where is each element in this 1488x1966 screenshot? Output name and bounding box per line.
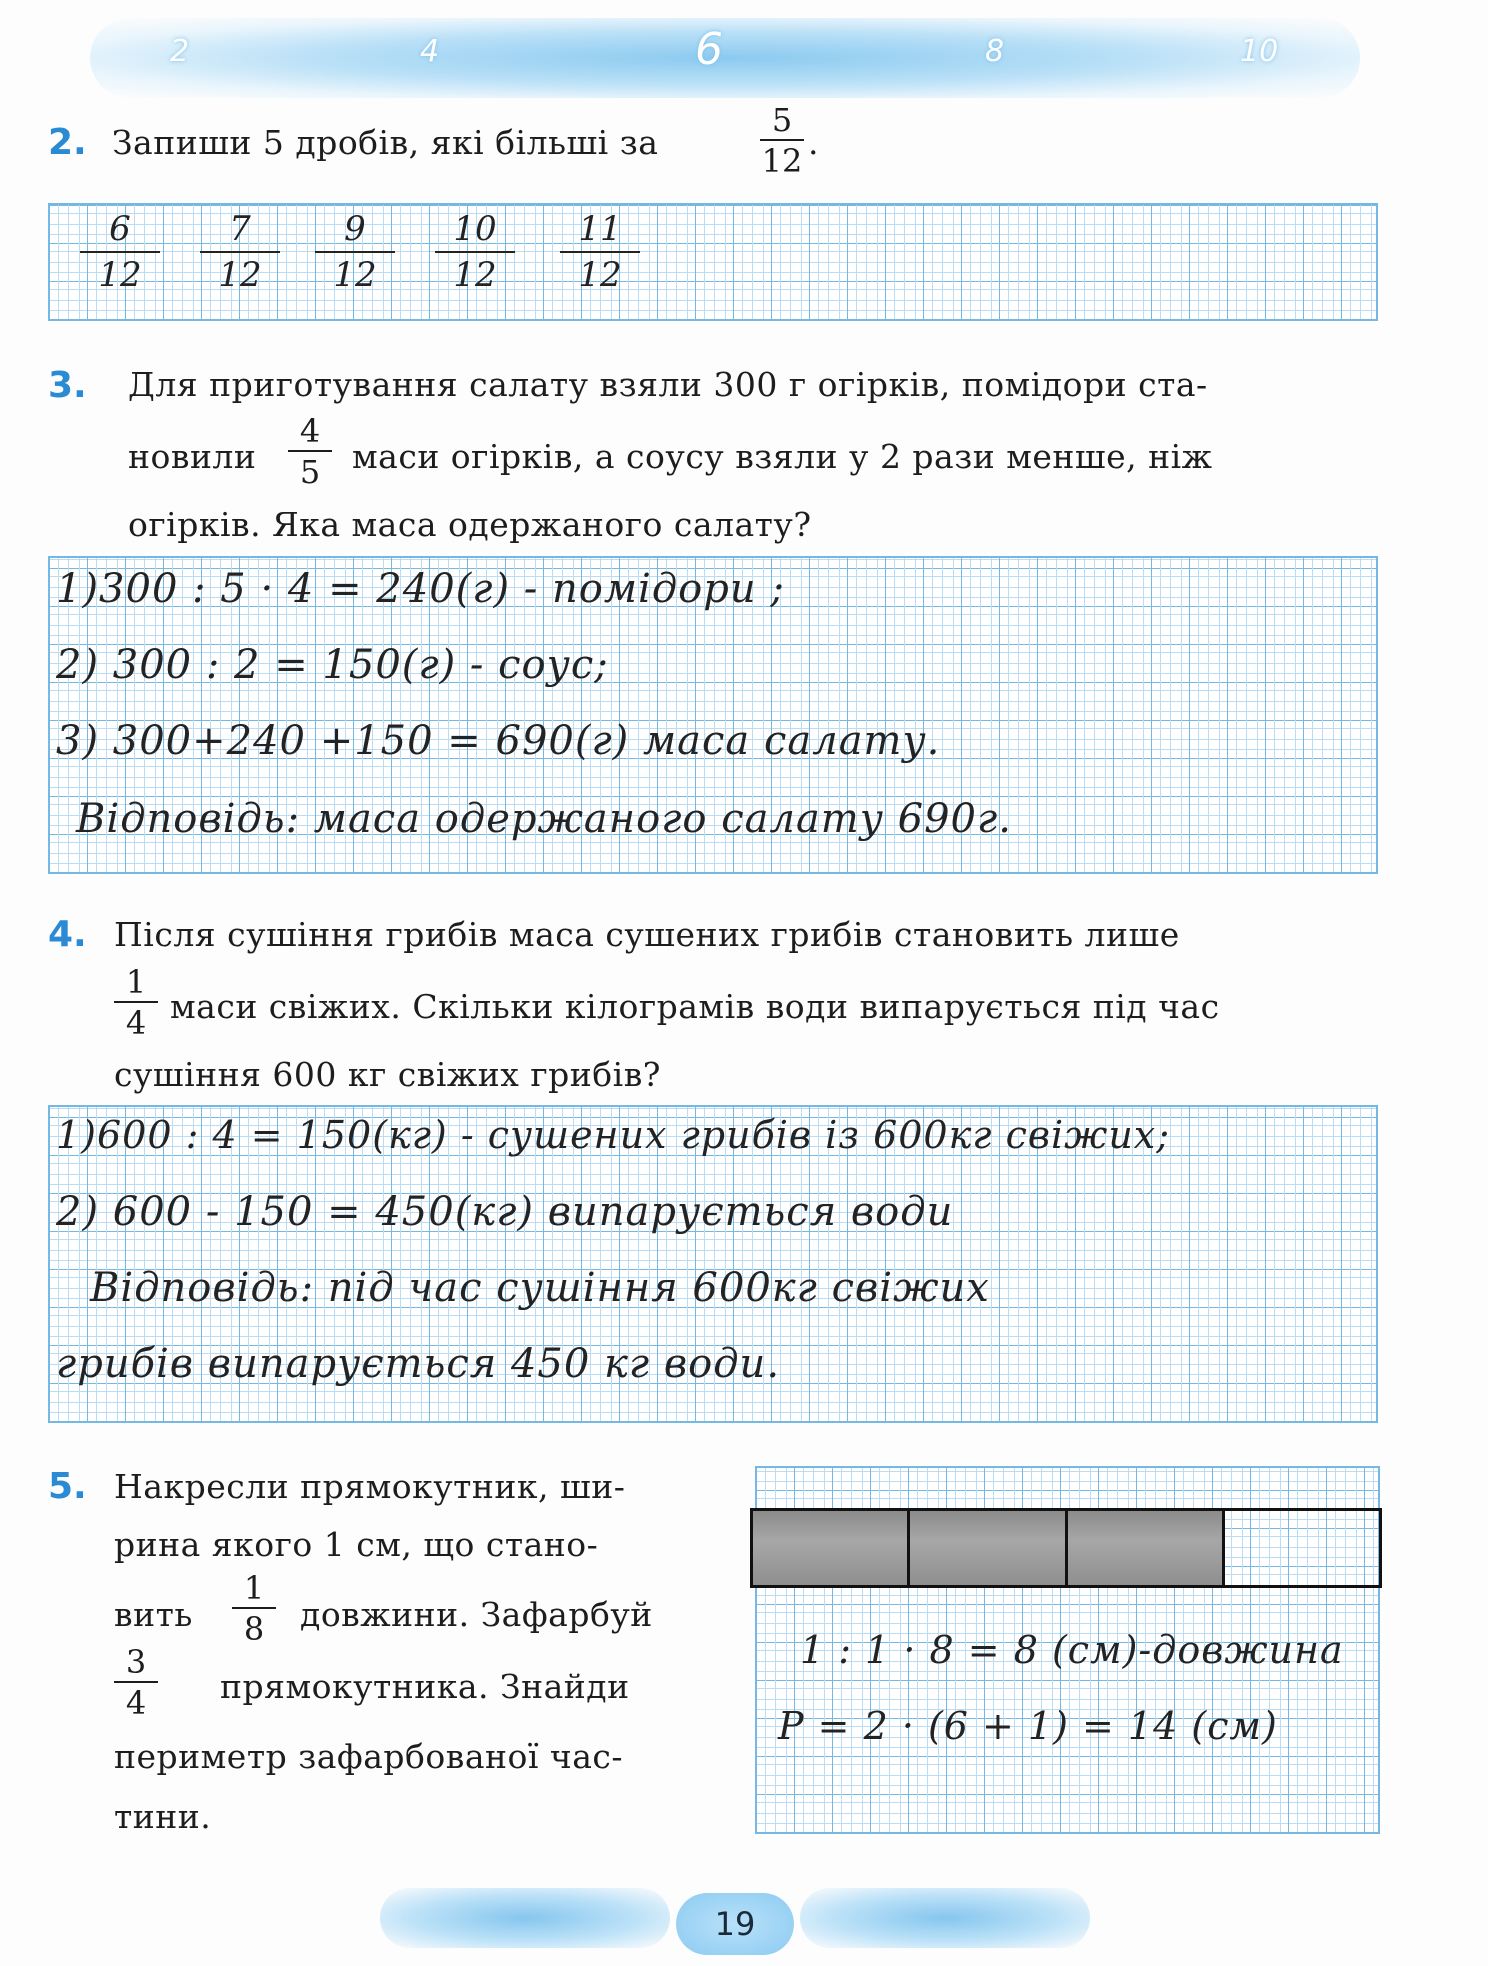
fraction-bar — [560, 251, 640, 253]
task-3-line-2-start: новили — [128, 437, 257, 476]
fraction-bar — [114, 1001, 158, 1003]
ribbon-number: 2 — [170, 34, 190, 69]
footer-ribbon-left — [380, 1888, 670, 1948]
fraction-denominator: 12 — [453, 255, 497, 295]
fraction-denominator: 8 — [243, 1610, 265, 1648]
answer-fraction — [80, 209, 160, 295]
task-3-solution-grid — [48, 556, 1378, 874]
fraction-bar — [435, 251, 515, 253]
fraction-denominator: 12 — [218, 255, 262, 295]
solution-answer-line-2: грибів випарується 450 кг води. — [56, 1341, 781, 1387]
task-5-line-5: периметр зафарбованої час- — [114, 1737, 624, 1776]
task-5-fraction-2 — [114, 1643, 158, 1722]
ribbon-number: 6 — [695, 24, 723, 75]
solution-line: 2) 300 : 2 = 150(г) - соус; — [56, 642, 609, 688]
fraction-denominator: 12 — [98, 255, 142, 295]
fraction-numerator: 1 — [243, 1569, 265, 1607]
task-4-line-3: сушіння 600 кг свіжих грибів? — [114, 1055, 661, 1094]
footer-ribbon-right — [800, 1888, 1090, 1948]
ribbon-number: 10 — [1240, 34, 1279, 69]
rectangle-part-shaded — [910, 1511, 1067, 1585]
answer-fraction — [560, 209, 640, 295]
task-3-number: 3. — [48, 365, 87, 406]
task-3-line-3: огірків. Яка маса одержаного салату? — [128, 505, 812, 544]
task-5-line-3-end: довжини. Зафарбуй — [300, 1595, 653, 1634]
fraction-numerator: 9 — [344, 209, 366, 249]
task-3-line-2-end: маси огірків, а соусу взяли у 2 рази менше, ніж — [352, 437, 1213, 476]
fraction-numerator: 6 — [109, 209, 131, 249]
fraction-bar — [114, 1681, 158, 1683]
solution-line: 1)600 : 4 = 150(кг) - сушених грибів із 600кг свіжих; — [56, 1113, 1171, 1157]
fraction-bar — [232, 1607, 276, 1609]
fraction-bar — [80, 251, 160, 253]
fraction-numerator: 10 — [453, 209, 497, 249]
fraction-denominator: 12 — [333, 255, 377, 295]
task-4-number: 4. — [48, 914, 87, 955]
fraction-numerator: 7 — [229, 209, 251, 249]
ribbon-number: 8 — [985, 34, 1005, 69]
rectangle-part-shaded — [753, 1511, 910, 1585]
task-2-number: 2. — [48, 122, 87, 163]
fraction-denominator: 12 — [578, 255, 622, 295]
answer-fraction — [200, 209, 280, 295]
task-4-line-1: Після сушіння грибів маса сушених грибів становить лише — [114, 915, 1180, 954]
fraction-numerator: 4 — [299, 412, 321, 450]
fraction-denominator: 4 — [125, 1684, 147, 1722]
task-2-end: . — [808, 123, 819, 162]
task-4-solution-grid — [48, 1105, 1378, 1423]
task-2-answer-grid — [48, 203, 1378, 321]
task-3-fraction — [288, 412, 332, 491]
task-5-line-3-start: вить — [114, 1595, 193, 1634]
answer-fraction — [315, 209, 395, 295]
fraction-bar — [760, 139, 804, 141]
task-5-fraction-1 — [232, 1569, 276, 1648]
rectangle-part-unshaded — [1225, 1511, 1379, 1585]
fraction-numerator: 5 — [771, 101, 793, 139]
solution-line: 3) 300+240 +150 = 690(г) маса салату. — [56, 718, 941, 764]
task-4-line-2: маси свіжих. Скільки кілограмів води випарується під час — [170, 987, 1220, 1026]
solution-line: 1)300 : 5 · 4 = 240(г) - помідори ; — [56, 566, 785, 612]
solution-line: 2) 600 - 150 = 450(кг) випарується води — [56, 1189, 954, 1235]
fraction-denominator: 5 — [299, 453, 321, 491]
solution-answer: Відповідь: маса одержаного салату 690г. — [76, 796, 1012, 842]
task-3-line-1: Для приготування салату взяли 300 г огірків, помідори ста- — [128, 365, 1208, 404]
header-ribbon — [90, 18, 1360, 98]
fraction-numerator: 11 — [578, 209, 622, 249]
shaded-rectangle — [750, 1508, 1382, 1588]
task-5-line-4-end: прямокутника. Знайди — [220, 1667, 630, 1706]
task-5-line-6: тини. — [114, 1797, 212, 1836]
fraction-bar — [315, 251, 395, 253]
task-5-solution-line-1: 1 : 1 · 8 = 8 (см)-довжина — [800, 1628, 1344, 1672]
rectangle-part-shaded — [1068, 1511, 1225, 1585]
fraction-denominator: 12 — [761, 142, 803, 180]
ribbon-number: 4 — [420, 34, 440, 69]
solution-answer-line-1: Відповідь: під час сушіння 600кг свіжих — [90, 1265, 990, 1311]
fraction-bar — [200, 251, 280, 253]
task-5-number: 5. — [48, 1466, 87, 1507]
fraction-bar — [288, 450, 332, 452]
answer-fraction — [435, 209, 515, 295]
task-5-line-2: рина якого 1 см, що стано- — [114, 1525, 599, 1564]
page-number: 19 — [676, 1893, 794, 1955]
task-4-fraction — [114, 963, 158, 1042]
task-5-line-1: Накресли прямокутник, ши- — [114, 1467, 626, 1506]
task-2-fraction — [760, 101, 804, 180]
fraction-numerator: 1 — [125, 963, 147, 1001]
task-5-solution-line-2: P = 2 · (6 + 1) = 14 (см) — [778, 1704, 1278, 1748]
fraction-numerator: 3 — [125, 1643, 147, 1681]
fraction-denominator: 4 — [125, 1004, 147, 1042]
task-2-text: Запиши 5 дробів, які більші за — [112, 123, 659, 162]
